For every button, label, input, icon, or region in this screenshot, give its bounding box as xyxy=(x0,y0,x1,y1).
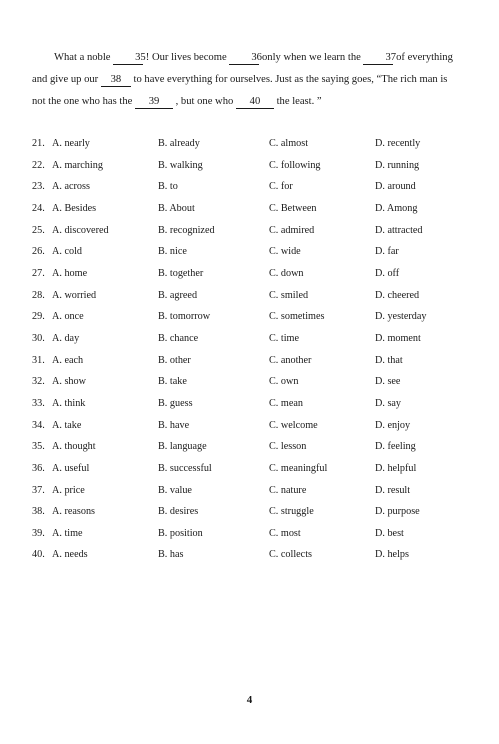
question-number: 36. xyxy=(32,462,45,474)
option-a: A. thought xyxy=(52,441,96,453)
question-row xyxy=(32,458,472,480)
option-c: C. mean xyxy=(269,397,303,409)
option-a: A. nearly xyxy=(52,138,90,149)
option-a: A. across xyxy=(52,181,90,193)
question-number: 24. xyxy=(32,202,45,214)
question-number: 29. xyxy=(32,311,45,323)
option-a: A. think xyxy=(52,397,86,409)
blank-38: 38 xyxy=(101,73,131,87)
option-a: A. needs xyxy=(52,549,88,561)
option-a: A. home xyxy=(52,267,88,279)
question-row xyxy=(32,263,472,285)
question-row xyxy=(32,328,472,350)
question-row xyxy=(32,371,472,393)
option-b: B. desires xyxy=(158,506,199,518)
option-d: D. helps xyxy=(375,549,409,561)
question-row xyxy=(32,198,472,220)
option-d: D. feeling xyxy=(375,441,416,453)
question-number: 22. xyxy=(32,159,45,171)
option-c: C. Between xyxy=(269,202,317,214)
passage-text: , but one who xyxy=(172,96,236,107)
option-a: A. marching xyxy=(52,159,103,171)
option-c: C. time xyxy=(269,332,299,344)
question-number: 31. xyxy=(32,354,45,366)
option-d: D. say xyxy=(375,397,402,409)
option-c: C. down xyxy=(269,267,304,279)
option-a: A. worried xyxy=(52,289,97,301)
option-c: C. almost xyxy=(269,138,309,149)
passage-text: What a noble xyxy=(54,52,114,63)
question-row xyxy=(32,220,472,242)
passage-text: to have everything for ourselves. Just as the saying goes, “The rich man is xyxy=(130,74,448,85)
option-b: B. successful xyxy=(158,462,212,474)
option-d: D. cheered xyxy=(375,289,420,301)
option-b: B. take xyxy=(158,376,187,388)
option-b: B. together xyxy=(158,267,204,279)
option-d: D. see xyxy=(375,376,401,388)
option-d: D. that xyxy=(375,354,403,366)
option-a: A. reasons xyxy=(52,506,96,518)
option-a: A. show xyxy=(52,376,86,388)
option-a: A. each xyxy=(52,354,84,366)
option-b: B. value xyxy=(158,484,192,496)
option-d: D. far xyxy=(375,246,399,258)
option-b: B. to xyxy=(158,181,178,193)
option-d: D. helpful xyxy=(375,462,417,474)
option-c: C. sometimes xyxy=(269,311,325,323)
question-row xyxy=(32,155,472,177)
option-c: C. own xyxy=(269,376,299,388)
option-b: B. has xyxy=(158,549,184,561)
question-number: 38. xyxy=(32,506,45,518)
option-c: C. lesson xyxy=(269,441,307,453)
option-d: D. moment xyxy=(375,332,421,344)
option-c: C. smiled xyxy=(269,289,309,301)
option-c: C. struggle xyxy=(269,506,314,518)
question-row xyxy=(32,393,472,415)
question-row xyxy=(32,415,472,437)
question-number: 23. xyxy=(32,181,45,193)
option-c: C. collects xyxy=(269,549,313,561)
question-number: 39. xyxy=(32,527,45,539)
option-c: C. most xyxy=(269,527,301,539)
question-row xyxy=(32,241,472,263)
blank-40: 40 xyxy=(236,95,274,109)
blank-37: 37 xyxy=(363,51,393,65)
question-number: 40. xyxy=(32,549,45,561)
question-row xyxy=(32,501,472,523)
blank-35: 35 xyxy=(113,51,143,65)
option-d: D. yesterday xyxy=(375,311,427,323)
passage-text: the least. ” xyxy=(273,96,322,107)
question-number: 37. xyxy=(32,484,45,496)
option-b: B. tomorrow xyxy=(158,311,211,323)
option-c: C. another xyxy=(269,354,312,366)
blank-39: 39 xyxy=(135,95,173,109)
question-row xyxy=(32,480,472,502)
question-row xyxy=(32,285,472,307)
option-a: A. time xyxy=(52,527,83,539)
option-d: D. best xyxy=(375,527,404,539)
option-d: D. purpose xyxy=(375,506,420,518)
option-b: B. About xyxy=(158,202,195,214)
option-a: A. day xyxy=(52,332,80,344)
option-b: B. other xyxy=(158,354,191,366)
option-b: B. guess xyxy=(158,397,193,409)
question-row xyxy=(32,523,472,545)
answer-options-list xyxy=(32,133,472,566)
blank-36: 36 xyxy=(229,51,259,65)
option-a: A. discovered xyxy=(52,224,109,236)
option-a: A. price xyxy=(52,484,85,496)
option-b: B. nice xyxy=(158,246,187,258)
question-number: 21. xyxy=(32,138,45,149)
option-b: B. recognized xyxy=(158,224,215,236)
option-b: B. language xyxy=(158,441,207,453)
option-b: B. walking xyxy=(158,159,203,171)
question-number: 32. xyxy=(32,376,45,388)
passage-line-2 xyxy=(32,69,472,91)
question-row xyxy=(32,544,472,566)
question-row xyxy=(32,133,472,155)
question-row xyxy=(32,176,472,198)
option-d: D. around xyxy=(375,181,416,193)
question-row xyxy=(32,436,472,458)
question-number: 28. xyxy=(32,289,45,301)
passage-text: ! Our lives become xyxy=(143,52,230,63)
passage-line-1 xyxy=(32,47,472,69)
option-b: B. position xyxy=(158,527,203,539)
option-d: D. result xyxy=(375,484,411,496)
passage-text: not the one who has the xyxy=(32,96,135,107)
option-d: D. attracted xyxy=(375,224,423,236)
cloze-passage xyxy=(32,47,472,113)
option-a: A. once xyxy=(52,311,84,323)
passage-text: only when we learn the xyxy=(259,52,364,63)
option-c: C. for xyxy=(269,181,293,193)
option-d: D. off xyxy=(375,267,400,279)
option-a: A. take xyxy=(52,419,82,431)
option-b: B. already xyxy=(158,138,200,149)
passage-text: and give up our xyxy=(32,74,101,85)
question-number: 25. xyxy=(32,224,45,236)
option-d: D. Among xyxy=(375,202,418,214)
option-d: D. recently xyxy=(375,138,421,149)
question-number: 26. xyxy=(32,246,45,258)
option-c: C. following xyxy=(269,159,321,171)
option-b: B. agreed xyxy=(158,289,198,301)
option-c: C. wide xyxy=(269,246,301,258)
passage-line-3 xyxy=(32,91,472,113)
option-c: C. admired xyxy=(269,224,315,236)
option-c: C. nature xyxy=(269,484,307,496)
option-b: B. chance xyxy=(158,332,199,344)
question-row xyxy=(32,350,472,372)
option-d: D. running xyxy=(375,159,420,171)
option-d: D. enjoy xyxy=(375,419,411,431)
passage-text: of everything xyxy=(393,52,453,63)
question-number: 30. xyxy=(32,332,45,344)
option-b: B. have xyxy=(158,419,190,431)
option-a: A. cold xyxy=(52,246,82,258)
option-a: A. useful xyxy=(52,462,90,474)
option-c: C. welcome xyxy=(269,419,318,431)
page-number: 4 xyxy=(246,694,253,706)
question-row xyxy=(32,306,472,328)
option-a: A. Besides xyxy=(52,202,97,214)
option-c: C. meaningful xyxy=(269,462,328,474)
question-number: 34. xyxy=(32,419,45,431)
question-number: 35. xyxy=(32,441,45,453)
question-number: 27. xyxy=(32,267,45,279)
question-number: 33. xyxy=(32,397,45,409)
